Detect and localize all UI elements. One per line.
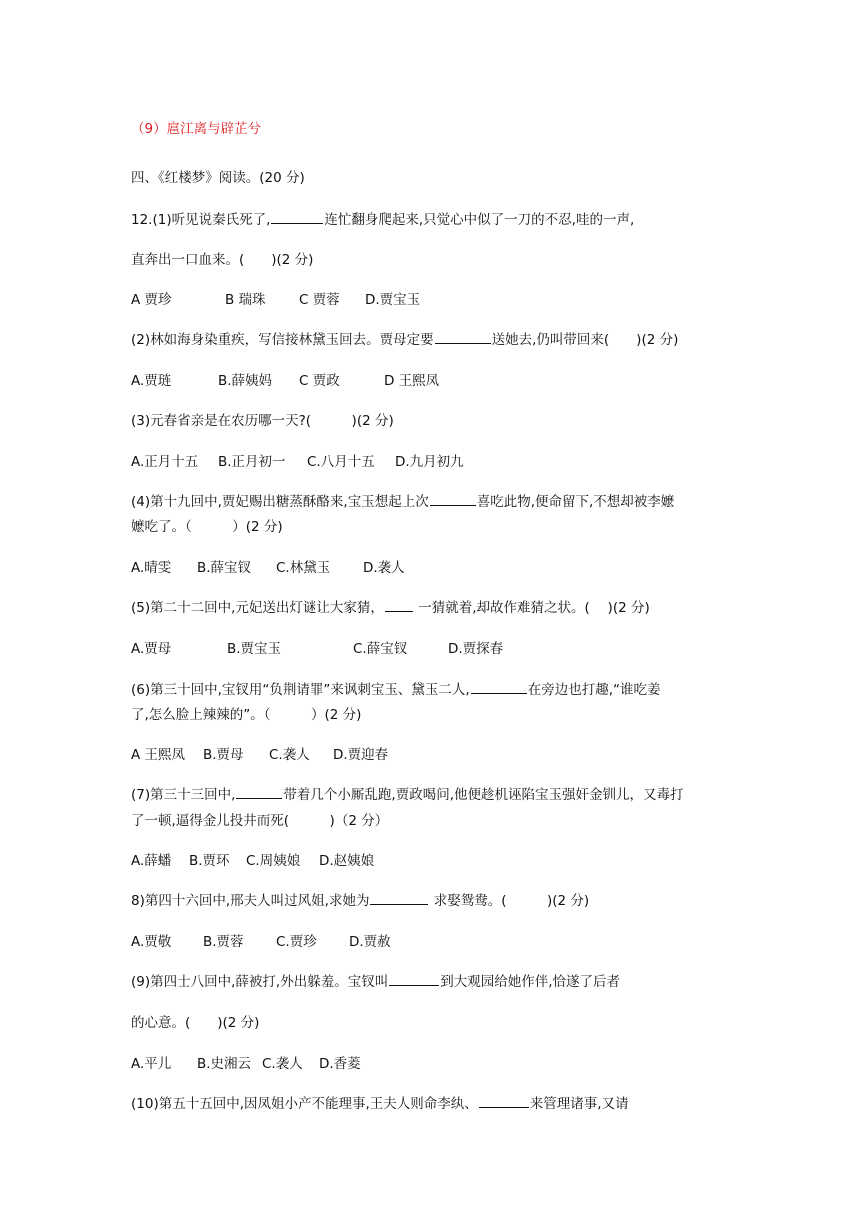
answer-option: A 王熙凤 xyxy=(131,747,186,763)
question-text: (3)元春省亲是在农历哪一天?( )(2 分) xyxy=(131,413,394,429)
question-text: 连忙翻身爬起来,只觉心中似了一刀的不忍,哇的一声, xyxy=(324,212,635,228)
answer-option: B.史湘云 xyxy=(197,1056,252,1072)
question-text: 的心意。( )(2 分) xyxy=(131,1015,260,1031)
question-text: (4)第十九回中,贾妃赐出糖蒸酥酪来,宝玉想起上次 xyxy=(131,494,429,510)
question-line xyxy=(131,892,589,910)
answer-option: D.九月初九 xyxy=(395,454,464,470)
answer-option: B.薛姨妈 xyxy=(218,373,273,389)
question-text: 来管理诸事,又请 xyxy=(529,1096,629,1112)
fill-in-blank xyxy=(471,681,527,694)
question-line xyxy=(131,812,388,830)
answer-option: A.贾琏 xyxy=(131,373,172,389)
answer-option: B.贾母 xyxy=(203,747,244,763)
answer-option: D.袭人 xyxy=(363,560,405,576)
answer-option: D 王熙凤 xyxy=(384,373,440,389)
question-text: 12.(1)听见说秦氏死了, xyxy=(131,212,271,228)
question-text: 嬷吃了。（ ）(2 分) xyxy=(131,519,283,535)
question-line xyxy=(131,973,620,991)
question-text: 到大观园给她作伴,恰遂了后者 xyxy=(440,974,621,990)
question-line xyxy=(131,331,678,349)
answer-option: C.贾珍 xyxy=(276,934,317,950)
question-line xyxy=(131,211,634,229)
answer-option: C.袭人 xyxy=(262,1056,303,1072)
question-text: 求娶鸳鸯。( )(2 分) xyxy=(429,893,590,909)
answer-option: A 贾珍 xyxy=(131,292,172,308)
header-item xyxy=(131,120,261,138)
question-text: (2)林如海身染重疾，写信接林黛玉回去。贾母定要 xyxy=(131,332,434,348)
question-text: (10)第五十五回中,因凤姐小产不能理事,王夫人则命李纨、 xyxy=(131,1096,478,1112)
answer-option: A.正月十五 xyxy=(131,454,199,470)
answer-option: B.贾宝玉 xyxy=(227,641,282,657)
question-line xyxy=(131,681,661,699)
answer-option: C.林黛玉 xyxy=(276,560,331,576)
answer-option: D.贾迎春 xyxy=(333,747,389,763)
question-text: 喜吃此物,便命留下,不想却被李嬷 xyxy=(476,494,675,510)
question-line xyxy=(131,412,394,430)
answer-option: A.晴雯 xyxy=(131,560,172,576)
section-heading: 四、《红楼梦》阅读。(20 分) xyxy=(131,170,305,186)
header-item-number: （9） xyxy=(131,121,167,137)
fill-in-blank xyxy=(271,211,323,224)
question-text: 带着几个小厮乱跑,贾政喝问,他便趁机诬陷宝玉强奸金钏儿，又毒打 xyxy=(283,787,684,803)
answer-option: B.贾蓉 xyxy=(203,934,244,950)
question-text: (7)第三十三回中, xyxy=(131,787,236,803)
answer-option: C.八月十五 xyxy=(307,454,375,470)
fill-in-blank xyxy=(370,892,428,905)
question-text: 直奔出一口血来。( )(2 分) xyxy=(131,252,314,268)
answer-option: C.薛宝钗 xyxy=(353,641,408,657)
answer-option: C.袭人 xyxy=(269,747,310,763)
answer-option: D.贾赦 xyxy=(349,934,391,950)
question-line xyxy=(131,706,361,724)
question-line xyxy=(131,1095,629,1113)
question-text: (9)第四士八回中,薛被打,外出躲羞。宝钗叫 xyxy=(131,974,389,990)
question-text: 一猜就着,却故作难猜之状。( )(2 分) xyxy=(413,600,650,616)
answer-option: D.香菱 xyxy=(319,1056,361,1072)
answer-option: B.贾环 xyxy=(189,853,230,869)
question-text: 8)第四十六回中,邢夫人叫过风姐,求她为 xyxy=(131,893,370,909)
fill-in-blank xyxy=(389,973,439,986)
answer-option: B.正月初一 xyxy=(218,454,286,470)
answer-option: A.贾母 xyxy=(131,641,172,657)
fill-in-blank xyxy=(236,786,282,799)
question-text: 了一顿,逼得金儿投井而死( )（2 分） xyxy=(131,813,389,829)
question-line xyxy=(131,599,650,617)
header-item-text: 扈江离与辟芷兮 xyxy=(166,121,262,137)
answer-option: A.薛蟠 xyxy=(131,853,172,869)
answer-option: B 瑞珠 xyxy=(225,292,266,308)
fill-in-blank xyxy=(435,331,491,344)
fill-in-blank xyxy=(430,493,476,506)
question-line xyxy=(131,251,313,269)
answer-option: C 贾政 xyxy=(299,373,340,389)
question-line xyxy=(131,518,283,536)
question-text: 送她去,仍叫带回来( )(2 分) xyxy=(491,332,679,348)
fill-in-blank xyxy=(385,599,413,612)
question-text: 在旁边也打趣,“谁吃姜 xyxy=(527,682,661,698)
fill-in-blank xyxy=(479,1095,529,1108)
question-line xyxy=(131,1014,259,1032)
answer-option: A.贾敬 xyxy=(131,934,172,950)
answer-option: B.薛宝钗 xyxy=(197,560,252,576)
answer-option: A.平儿 xyxy=(131,1056,172,1072)
question-line xyxy=(131,493,674,511)
answer-option: D.赵姨娘 xyxy=(319,853,375,869)
answer-option: D.贾宝玉 xyxy=(365,292,421,308)
question-text: 了,怎么脸上辣辣的”。（ ）(2 分) xyxy=(131,707,362,723)
question-text: (5)第二十二回中,元妃送出灯谜让大家猜， xyxy=(131,600,384,616)
question-line xyxy=(131,786,684,804)
answer-option: C.周姨娘 xyxy=(246,853,301,869)
answer-option: D.贾探春 xyxy=(448,641,504,657)
answer-option: C 贾蓉 xyxy=(299,292,340,308)
question-text: (6)第三十回中,宝钗用“负荆请罪”来讽刺宝玉、黛玉二人, xyxy=(131,682,470,698)
